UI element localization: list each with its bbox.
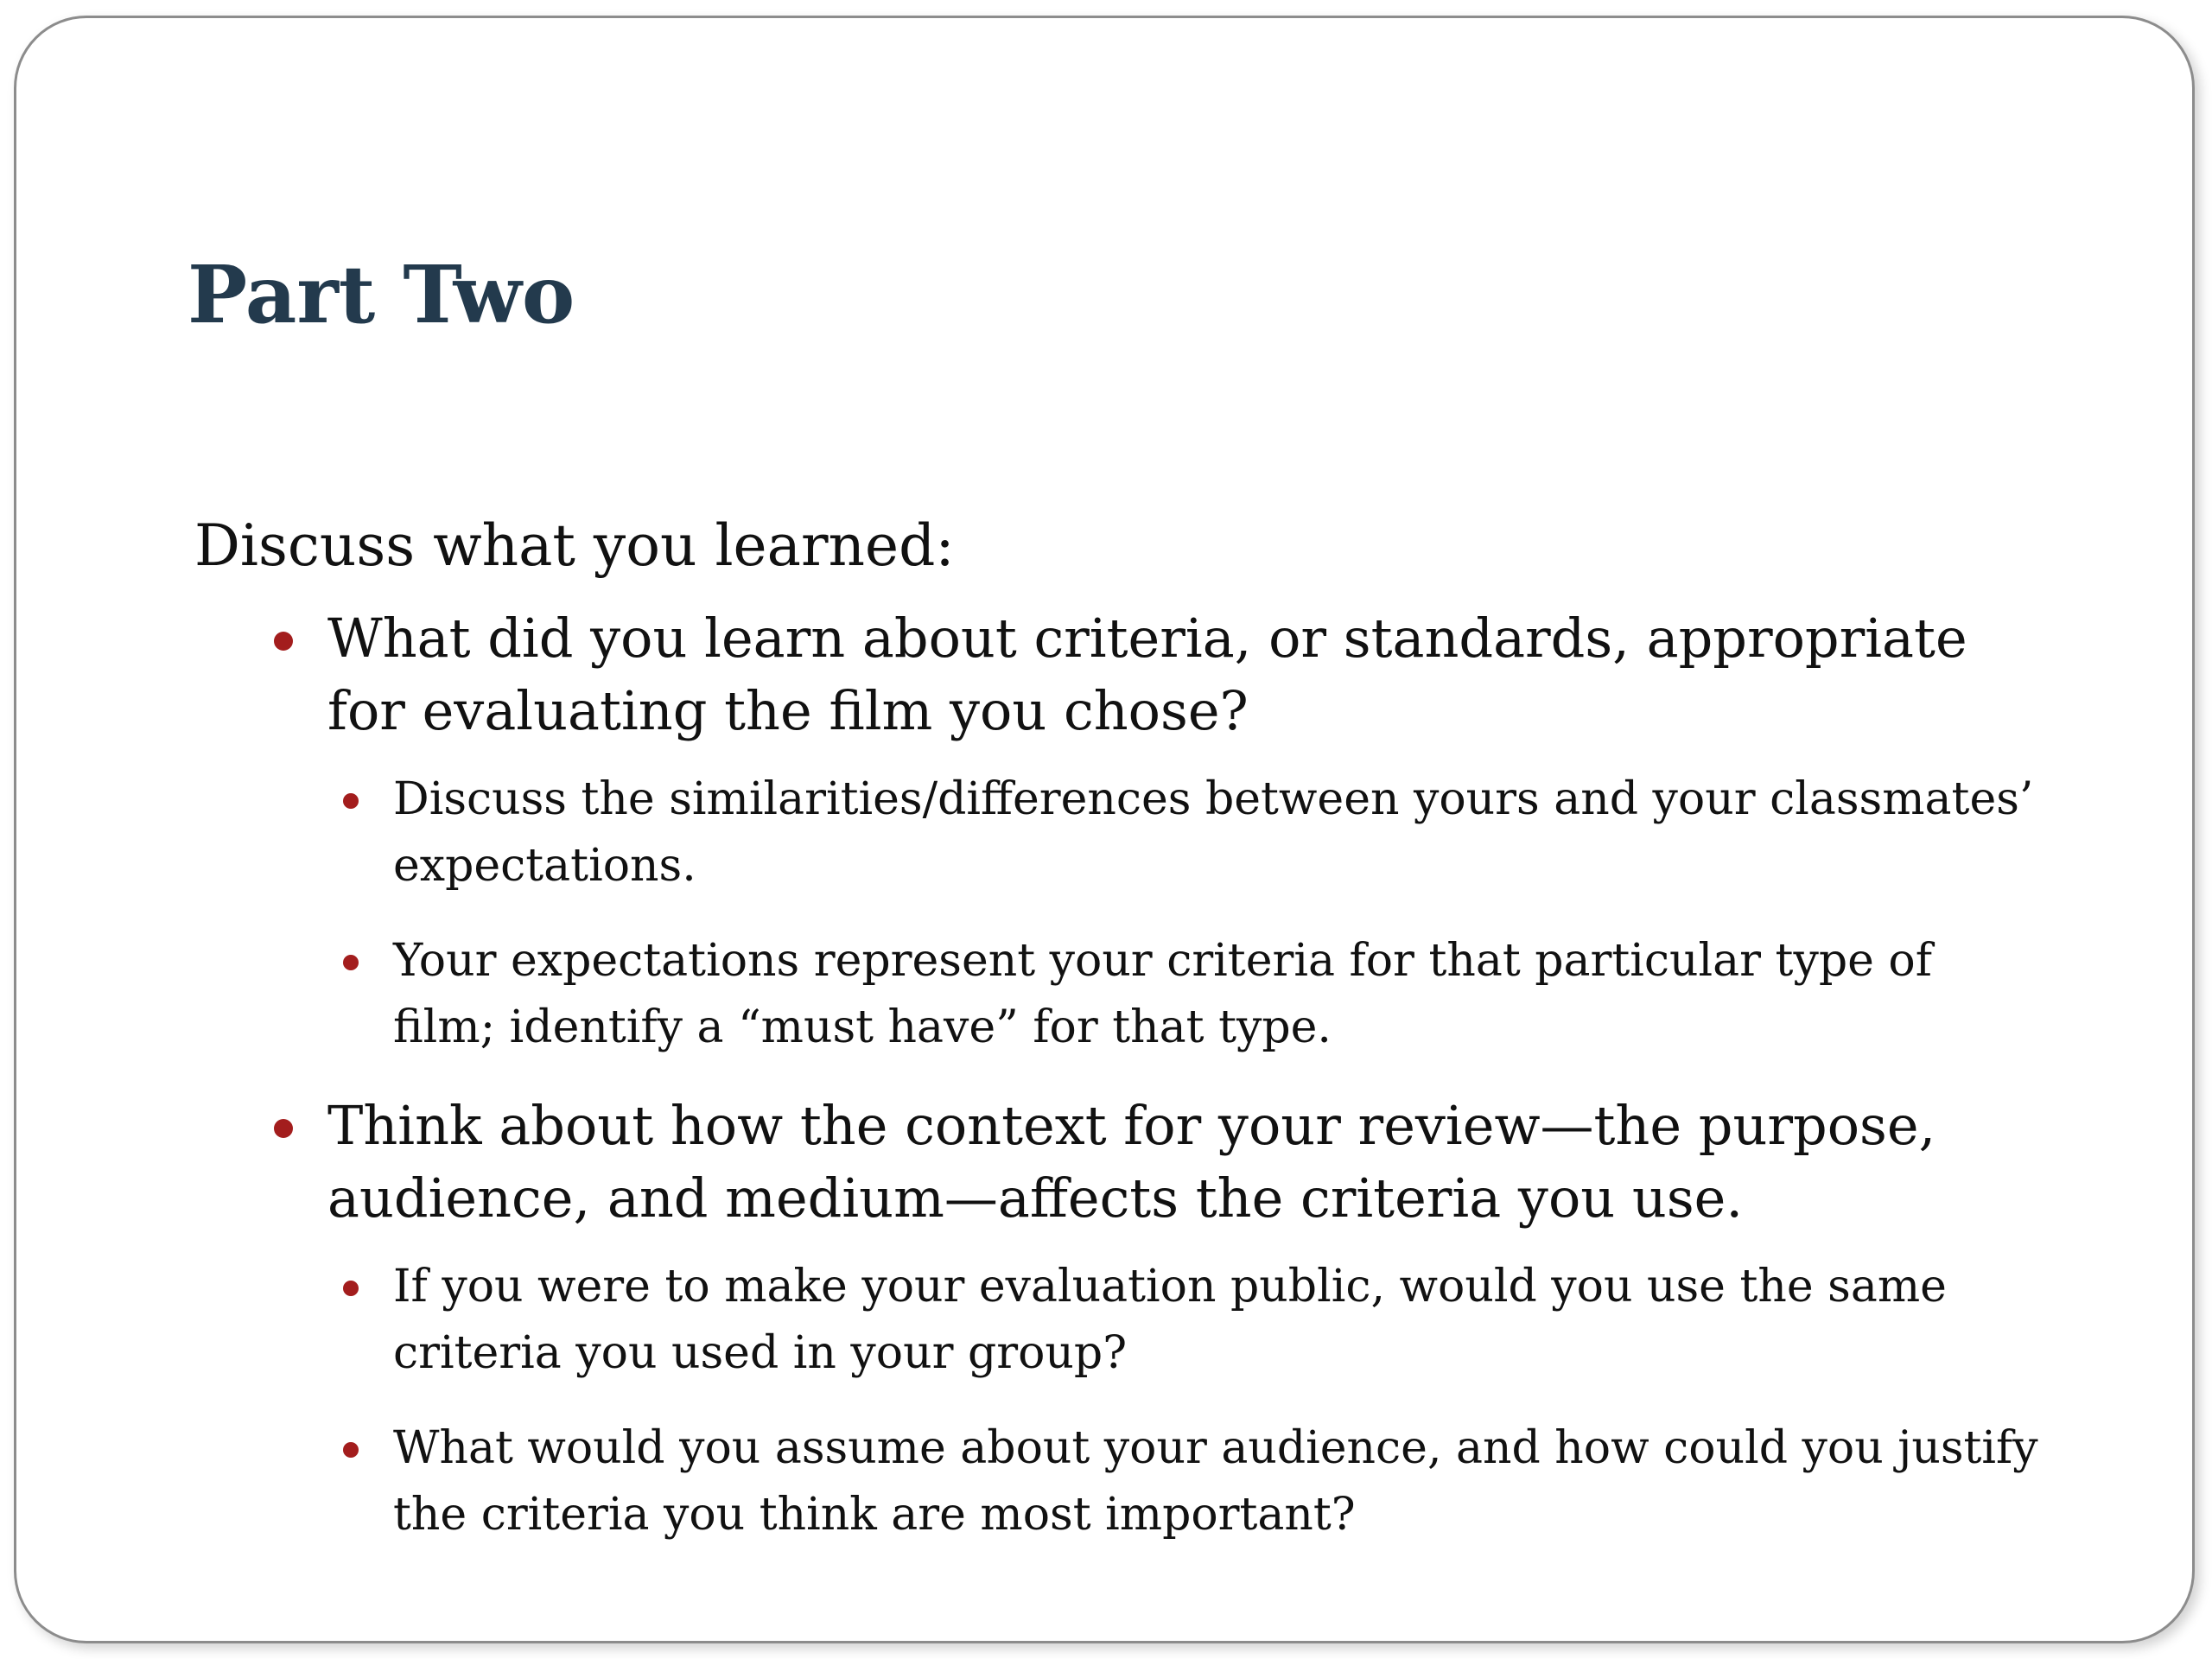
bullet-dot-icon <box>343 1281 359 1296</box>
bullet-dot-icon <box>343 955 359 970</box>
bullet-item-text: What did you learn about criteria, or standards, appropriate for evaluating the film you chose? <box>327 607 1967 742</box>
sub-bullet-text: Your expectations represent your criteria for that particular type of film; identify a “must have” for that type. <box>393 935 1932 1053</box>
sub-bullet-item-2-2 <box>194 1415 2044 1548</box>
sub-bullet-item-2-1 <box>194 1254 2044 1387</box>
sub-bullet-item-1-2 <box>194 928 2044 1061</box>
sub-bullet-item-1-1 <box>194 766 2044 899</box>
bullet-dot-icon <box>274 1119 293 1138</box>
slide-title: Part Two <box>188 248 575 341</box>
bullet-dot-icon <box>274 632 293 651</box>
sub-bullet-text: Discuss the similarities/differences between yours and your classmates’ expectations. <box>393 773 2034 892</box>
slide-frame <box>14 16 2195 1643</box>
intro-text: Discuss what you learned: <box>194 512 955 579</box>
bullet-item-2 <box>194 1090 2044 1235</box>
bullet-list <box>194 602 2044 1548</box>
sub-bullet-text: If you were to make your evaluation public, would you use the same criteria you used in your group? <box>393 1261 1947 1379</box>
slide-body <box>194 509 2044 1577</box>
bullet-dot-icon <box>343 793 359 809</box>
bullet-item-text: Think about how the context for your review—the purpose, audience, and medium—affects the criteria you use. <box>327 1094 1936 1230</box>
bullet-item-1 <box>194 602 2044 747</box>
sub-bullet-text: What would you assume about your audience, and how could you justify the criteria you think are most important? <box>393 1422 2038 1541</box>
bullet-dot-icon <box>343 1442 359 1458</box>
